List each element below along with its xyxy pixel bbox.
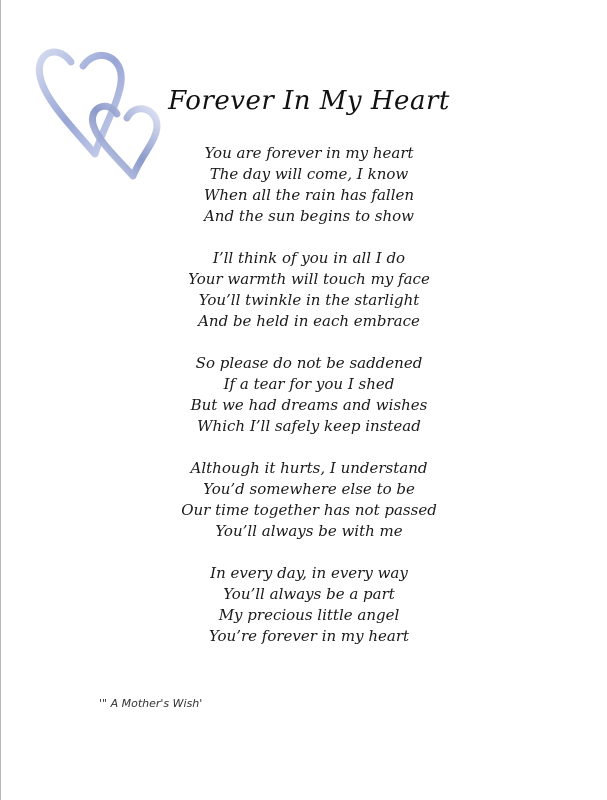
poem-body: [1, 143, 607, 668]
attribution: '" A Mother's Wish': [99, 697, 203, 710]
poem-line: You’ll always be with me: [215, 522, 403, 540]
stanza: [11, 143, 607, 227]
stanza: [11, 248, 607, 332]
stanza: [11, 458, 607, 542]
poem-line: Which I’ll safely keep instead: [197, 417, 421, 435]
poem-line: And the sun begins to show: [203, 207, 415, 225]
poem-line: In every day, in every way: [210, 564, 408, 582]
poem-line: Although it hurts, I understand: [190, 459, 428, 477]
poem-line: If a tear for you I shed: [223, 375, 395, 393]
poem-line: But we had dreams and wishes: [190, 396, 428, 414]
poem-line: You are forever in my heart: [204, 144, 414, 162]
poem-line: You’ll always be a part: [223, 585, 395, 603]
poem-line: When all the rain has fallen: [203, 186, 415, 204]
poem-title: Forever In My Heart: [168, 86, 450, 116]
poem-line: I’ll think of you in all I do: [212, 249, 406, 267]
stanza: [11, 563, 607, 647]
poem-line: You’re forever in my heart: [208, 627, 410, 645]
stanza: [11, 353, 607, 437]
poem-line: Our time together has not passed: [181, 501, 437, 519]
poem-line: You’d somewhere else to be: [203, 480, 415, 498]
poem-line: Your warmth will touch my face: [188, 270, 430, 288]
poem-line: The day will come, I know: [209, 165, 409, 183]
poem-line: So please do not be saddened: [195, 354, 423, 372]
poem-line: My precious little angel: [218, 606, 400, 624]
poem-line: You’ll twinkle in the starlight: [198, 291, 420, 309]
poem-line: And be held in each embrace: [198, 312, 420, 330]
